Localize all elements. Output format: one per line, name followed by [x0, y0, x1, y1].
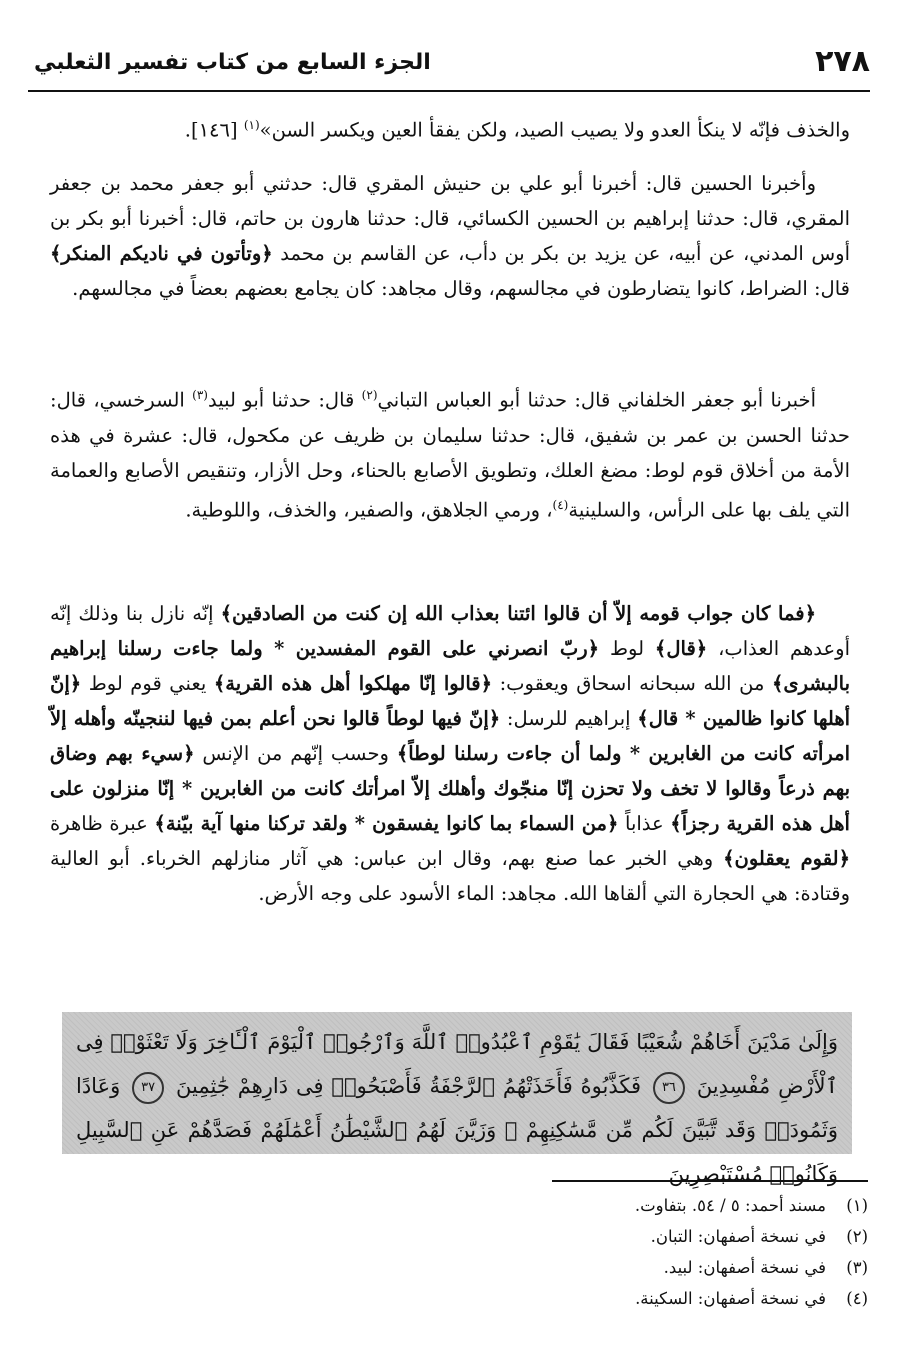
verse-number-marker: ٣٧	[132, 1072, 164, 1104]
quran-quote: ﴿من السماء بما كانوا يفسقون * ولقد تركنا منها آية بيّنة﴾	[154, 812, 619, 835]
running-title: الجزء السابع من كتاب تفسير الثعلبي	[34, 50, 431, 75]
quran-quote: ﴿قالوا إنّا مهلكوا أهل هذه القرية﴾	[213, 672, 493, 695]
quran-verses-box	[62, 1012, 852, 1186]
footnote-number: (٣)	[846, 1258, 868, 1277]
footnote-number: (١)	[846, 1196, 868, 1215]
verse-number-marker: ٣٦	[653, 1072, 685, 1104]
hadith-number: [١٤٦].	[184, 118, 238, 142]
paragraph-text: عذاباً	[625, 812, 664, 835]
quran-quote: ﴿إنّ فيها لوطاً قالوا نحن أعلم بمن فيها لننجينّه وأهله إلاّ امرأته كانت من الغابرين * ولما أن جاءت رسلنا لوطاً﴾	[50, 707, 851, 765]
paragraph-hadith-end	[50, 108, 850, 152]
quran-quote: ﴿سيء بهم وضاق بهم ذرعاً وقالوا لا تخف ولا تحزن إنّا منجّوك وأهلك إلاّ امرأتك كانت من الغابرين * إنّا منزلون على أهل هذه القرية رجزاً﴾	[50, 742, 850, 835]
footnote-number: (٢)	[846, 1227, 868, 1246]
footnote-ref: (٤)	[552, 497, 569, 512]
footnote-text: في نسخة أصفهان: لبيد.	[663, 1258, 826, 1277]
footnote-item	[268, 1283, 868, 1314]
footnote-ref: (٢)	[361, 388, 378, 402]
paragraph-text: قال: الضراط، كانوا يتضارطون في مجالسهم، وقال مجاهد: كان يجامع بعضهم بعضاً في مجالسهم.	[72, 277, 850, 300]
paragraph-isnad-2	[50, 378, 850, 598]
paragraph-text: والخذف فإنّه لا ينكأ العدو ولا يصيب الصيد، ولكن يفقأ العين ويكسر السن»	[259, 118, 850, 142]
paragraph-tafsir	[50, 596, 850, 988]
paragraph-text: السرخسي، قال: حدثنا الحسن بن عمر بن شفيق، قال: حدثنا سليمان بن ظريف عن مكحول، قال: عشرة في هذه الأمة من أخلاق قوم لوط: مضغ العلك، وتطويق الأصابع بالحناء، وحل الأزار، وتنقيص الأصابع والعمامة التي يلف بها على الرأس، والسلينية	[50, 388, 850, 521]
footnote-number: (٤)	[846, 1289, 868, 1308]
quran-quote: ﴿إنّ أهلها كانوا ظالمين * قال﴾	[50, 672, 851, 730]
footnote-divider	[552, 1180, 868, 1182]
verse-text: وَإِلَىٰ مَدْيَنَ أَخَاهُمْ شُعَيْبًا فَقَالَ يَٰقَوْمِ ٱعْبُدُوا۟ ٱللَّهَ وَٱرْجُوا۟ ٱلْيَوْمَ ٱلْـَٔاخِرَ وَلَا تَعْثَوْا۟ فِى ٱلْأَرْضِ مُفْسِدِينَ	[76, 1030, 838, 1098]
footnote-ref: (٣)	[192, 388, 208, 402]
quran-quote: ﴿فما كان جواب قومه إلاّ أن قالوا ائتنا بعذاب الله إن كنت من الصادقين﴾	[220, 602, 816, 625]
footnote-item	[268, 1221, 868, 1252]
paragraph-text: إبراهيم للرسل:	[506, 707, 631, 730]
paragraph-text: ، ورمي الجلاهق، والصفير، والخذف، واللوطية.	[185, 498, 553, 521]
quran-quote: ﴿قال﴾	[654, 637, 708, 660]
footnotes	[268, 1190, 868, 1314]
paragraph-text: من الله سبحانه اسحاق ويعقوب:	[499, 672, 765, 695]
paragraph-text: يعني قوم لوط	[88, 672, 207, 695]
footnote-ref: (١)	[243, 118, 260, 132]
footnote-text: مسند أحمد: ٥ / ٥٤. بتفاوت.	[634, 1196, 826, 1215]
paragraph-text: إنّه نازل بنا وذلك إنّه أوعدهم العذاب،	[50, 602, 850, 660]
footnote-text: في نسخة أصفهان: السكينة.	[635, 1289, 826, 1308]
quran-quote: ﴿لقوم يعقلون﴾	[723, 847, 850, 870]
paragraph-text: لوط	[609, 637, 645, 660]
page-header	[28, 40, 870, 92]
verse-text: فَكَذَّبُوهُ فَأَخَذَتْهُمُ ٱلرَّجْفَةُ فَأَصْبَحُوا۟ فِى دَارِهِمْ جَٰثِمِينَ	[176, 1074, 642, 1098]
footnote-text: في نسخة أصفهان: التبان.	[650, 1227, 826, 1246]
paragraph-text: وحسب إنّهم من الإنس	[202, 742, 389, 765]
quran-quote: ﴿وتأتون في ناديكم المنكر﴾	[50, 242, 273, 265]
paragraph-text: قال: حدثنا أبو لبيد	[207, 388, 355, 412]
paragraph-text: وهي الخبر عما صنع بهم، وقال ابن عباس: هي آثار منازلهم الخرباء. أبو العالية وقتادة: هي الحجارة التي ألقاها الله. مجاهد: الماء الأسود على وجه الأرض.	[50, 847, 850, 905]
paragraph-isnad-1	[50, 166, 850, 366]
paragraph-text: عبرة ظاهرة	[50, 812, 148, 835]
paragraph-text: أخبرنا أبو جعفر الخلفاني قال: حدثنا أبو العباس التباني	[377, 388, 816, 412]
verse-text: وَعَادًا وَثَمُودَا۟ وَقَد تَّبَيَّنَ لَكُم مِّن مَّسَٰكِنِهِمْ ۖ وَزَيَّنَ لَهُمُ ٱلشَّيْطَٰنُ أَعْمَٰلَهُمْ فَصَدَّهُمْ عَنِ ٱلسَّبِيلِ وَكَانُوا۟ مُسْتَبْصِرِينَ	[76, 1074, 838, 1186]
page-number: ٢٧٨	[815, 44, 870, 79]
quran-quote: ﴿ربّ انصرني على القوم المفسدين * ولما جاءت رسلنا إبراهيم بالبشرى﴾	[50, 637, 851, 695]
paragraph-text: وأخبرنا الحسين قال: أخبرنا أبو علي بن حنيش المقري قال: حدثني أبو جعفر محمد بن جعفر المقري، قال: حدثنا إبراهيم بن الحسين الكسائي، قال: حدثنا هارون بن حاتم، قال: أخبرنا أبو بكر بن أوس المدني، عن أبيه، عن يزيد بن بكر بن دأب، عن القاسم بن محمد	[50, 172, 851, 265]
footnote-item	[268, 1252, 868, 1283]
footnote-item	[268, 1190, 868, 1221]
